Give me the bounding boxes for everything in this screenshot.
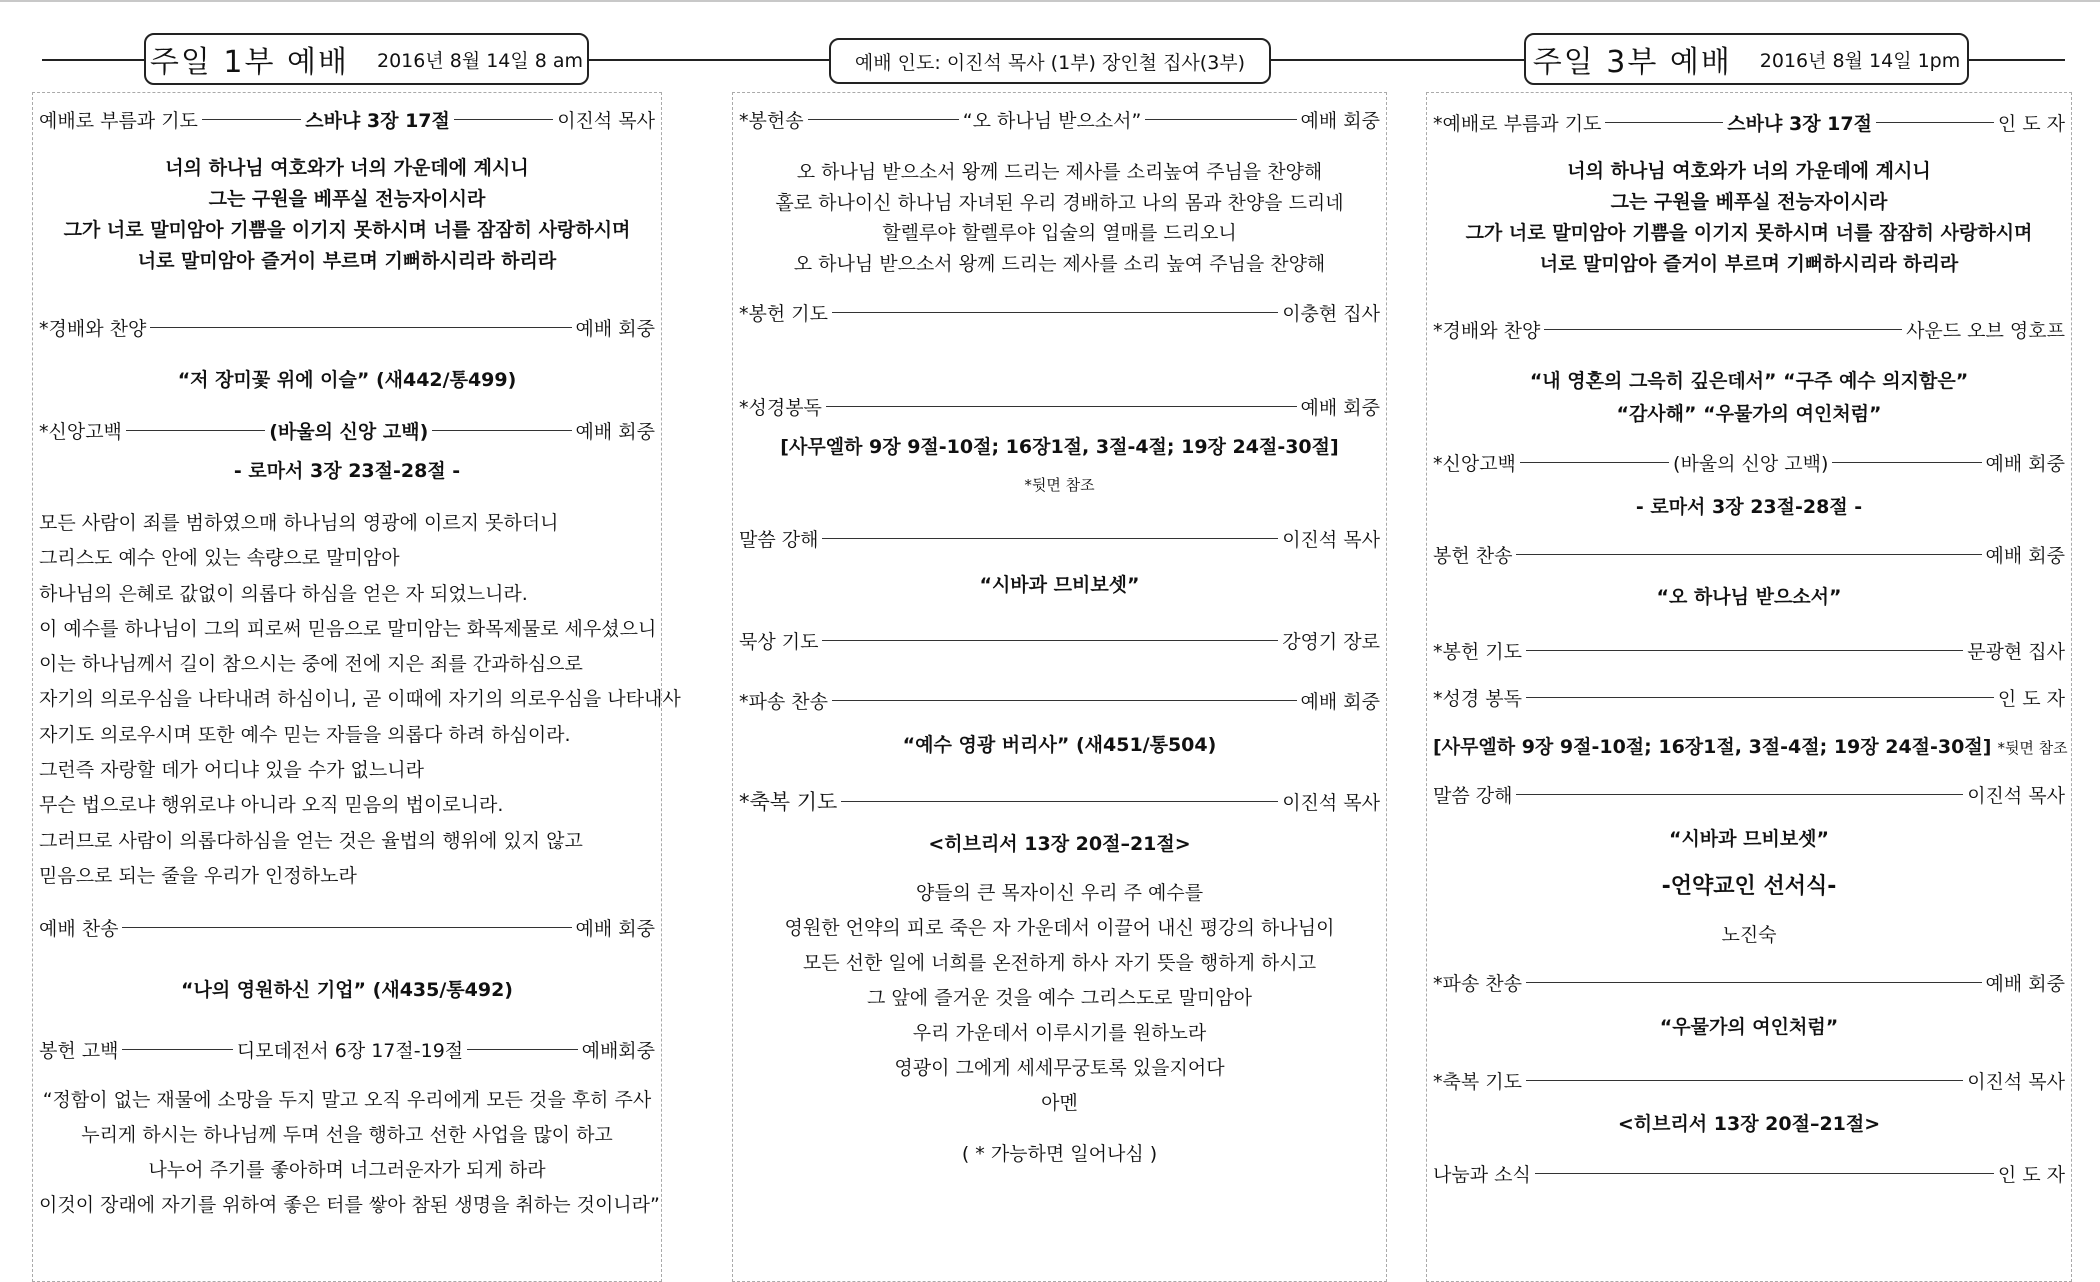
passage-line: 영원한 언약의 피로 죽은 자 가운데서 이끌어 내신 평강의 하나님이: [784, 917, 1335, 939]
worship-leaders-box: [829, 38, 1271, 84]
service-3-date: 2016년 8월 14일 1pm: [1759, 49, 1961, 72]
passage-line: 자기의 의로우심을 나타내려 하심이니, 곧 이때에 자기의 의로우심을 나타내사: [39, 688, 681, 711]
order-label: 말씀 강해: [739, 529, 819, 551]
order-label: *신앙고백: [1433, 453, 1516, 475]
leader-name: 예배 회중: [1985, 453, 2065, 475]
leader-rule: [1516, 794, 1963, 795]
order-label: *봉헌 기도: [739, 303, 828, 325]
creed-title: (바울의 신앙 고백): [269, 421, 429, 443]
passage-line: 이는 하나님께서 길이 참으시는 중에 전에 지은 죄를 간과하심으로: [39, 653, 583, 676]
header-rule-mid-right: [1271, 59, 1524, 61]
lyric-line: 오 하나님 받으소서 왕께 드리는 제사를 소리높여 주님을 찬양해: [796, 161, 1323, 183]
leader-name: 이충현 집사: [1282, 303, 1380, 325]
leader-name: 인 도 자: [1997, 688, 2065, 710]
covenant-ceremony-title: -언약교인 선서식-: [1661, 874, 1837, 899]
passage-line: 이 예수를 하나님이 그의 피로써 믿음으로 말미암는 화목제물로 세우셨으니: [39, 617, 657, 640]
leader-name: 이진석 목사: [1282, 529, 1380, 551]
passage-line: 하나님의 은혜로 값없이 의롭다 하심을 얻은 자 되었느니라.: [39, 582, 528, 605]
covenant-member-name: 노진숙: [1721, 924, 1777, 946]
leader-rule: [454, 119, 553, 120]
passage-line: 모든 선한 일에 너희를 온전하게 하사 자기 뜻을 행하게 하시고: [802, 952, 1317, 974]
call-to-worship-line: [39, 106, 655, 133]
order-label: *신앙고백: [39, 421, 122, 443]
leader-rule: [1876, 122, 1994, 123]
passage-line: 모든 사람이 죄를 범하였으매 하나님의 영광에 이르지 못하더니: [39, 512, 559, 534]
leader-name: 인 도 자: [1997, 113, 2065, 135]
leader-name: 예배 회중: [1985, 973, 2065, 995]
reading-ref-line: [1433, 732, 2068, 759]
leader-rule: [122, 1049, 232, 1050]
offering-prayer-line: [739, 299, 1380, 326]
leader-rule: [1535, 1173, 1994, 1174]
leader-rule: [808, 119, 959, 120]
service-3-title-box: [1524, 33, 1969, 85]
order-label: *봉헌송: [739, 110, 804, 132]
passage-line: 나누어 주기를 좋아하며 너그러운자가 되게 하라: [148, 1159, 546, 1182]
passage-line: 그러므로 사람이 의롭다하심을 얻는 것은 율법의 행위에 있지 않고: [39, 829, 583, 852]
stand-note: ( * 가능하면 일어나심 ): [961, 1143, 1158, 1165]
order-label: 묵상 기도: [739, 631, 819, 653]
praise-line: [39, 314, 655, 341]
order-column: [732, 92, 1387, 1282]
verse-line: 그가 너로 말미암아 기쁨을 이기지 못하시며 너를 잠잠히 사랑하시며: [63, 219, 631, 241]
call-verse: [39, 153, 655, 277]
praise-line: [1433, 316, 2065, 343]
leader-rule: [1605, 122, 1723, 123]
service-3-title: 주일 3부 예배: [1532, 45, 1732, 80]
call-verse: [1433, 156, 2065, 280]
passage-line: 이것이 장래에 자기를 위하여 좋은 터를 쌓아 참된 생명을 취하는 것이니라”: [39, 1194, 660, 1217]
order-label: *경배와 찬양: [39, 318, 147, 340]
leader-rule: [202, 119, 301, 120]
service-1-title-box: [144, 33, 589, 85]
benediction-line: [739, 786, 1380, 816]
announcements-line: [1433, 1160, 2065, 1187]
scripture-reading-line: [1433, 684, 2065, 711]
offertory-lyrics: [739, 157, 1380, 279]
order-label: 말씀 강해: [1433, 785, 1513, 807]
leader-name: 이진석 목사: [1967, 1071, 2065, 1093]
scripture-ref: 디모데전서 6장 17절-19절: [236, 1040, 464, 1063]
leader-name: 예배 회중: [1300, 110, 1381, 132]
order-label: 예배로 부름과 기도: [39, 110, 198, 132]
offering-confession-line: [39, 1036, 655, 1063]
benediction-ref: <히브리서 13장 20절–21절>: [1617, 1113, 1881, 1135]
reading-note: *뒷면 참조: [1024, 476, 1095, 494]
leader-rule: [1520, 462, 1669, 463]
leader-name: 문광현 집사: [1967, 641, 2065, 663]
call-to-worship-line: [1433, 109, 2065, 136]
leader-name: 강영기 장로: [1282, 631, 1380, 653]
verse-line: 그는 구원을 베푸실 전능자이시라: [1610, 191, 1888, 213]
passage-line: 믿음으로 되는 줄을 우리가 인정하노라: [39, 864, 357, 887]
passage-line: 아멘: [1041, 1092, 1078, 1114]
order-label: *봉헌 기도: [1433, 641, 1522, 663]
leader-name: 예배 회중: [575, 318, 655, 340]
order-label: *예배로 부름과 기도: [1433, 113, 1602, 135]
praise-song: “저 장미꽃 위에 이슬” (새442/통499): [177, 369, 517, 391]
benediction-line: [1433, 1067, 2065, 1094]
passage-line: “정함이 없는 재물에 소망을 두지 말고 오직 우리에게 모든 것을 후히 주사: [42, 1089, 652, 1112]
order-label: *경배와 찬양: [1433, 320, 1541, 342]
leader-rule: [1526, 650, 1963, 651]
praise-songs: “감사해” “우물가의 여인처럼”: [1616, 403, 1882, 425]
offertory-line: [1433, 541, 2065, 568]
service-3-column: [1426, 92, 2072, 1282]
passage-line: 자기도 의로우시며 또한 예수 믿는 자들을 의롭다 하려 하심이라.: [39, 723, 571, 746]
passage-line: 영광이 그에게 세세무궁토록 있을지어다: [894, 1057, 1225, 1079]
sending-song: “우물가의 여인처럼”: [1659, 1016, 1839, 1038]
leader-rule: [822, 640, 1278, 641]
leader-name: 예배 회중: [575, 918, 655, 941]
reading-ref: [사무엘하 9장 9절-10절; 16장1절, 3절-4절; 19장 24절-30절]: [780, 436, 1339, 458]
sending-hymn-line: [739, 687, 1380, 714]
romans-passage: [39, 506, 681, 894]
scripture-ref: 스바냐 3장 17절: [1727, 113, 1872, 135]
header-rule-right: [1969, 59, 2065, 61]
reading-ref: [사무엘하 9장 9절-10절; 16장1절, 3절-4절; 19장 24절-30절]: [1433, 736, 1992, 758]
leader-name: 이진석 목사: [557, 110, 655, 132]
leader-rule: [826, 406, 1297, 407]
leader-rule: [1526, 982, 1982, 983]
leader-rule: [832, 700, 1297, 701]
scripture-reading-line: [739, 393, 1380, 420]
passage-line: 누리게 하시는 하나님께 두며 선을 행하고 선한 사업을 많이 하고: [81, 1124, 613, 1147]
lyric-line: 오 하나님 받으소서 왕께 드리는 제사를 소리 높여 주님을 찬양해: [793, 252, 1326, 275]
passage-line: 양들의 큰 목자이신 우리 주 예수를: [915, 882, 1204, 904]
order-label: *축복 기도: [739, 790, 838, 814]
creed-ref: - 로마서 3장 23절-28절 -: [1635, 496, 1863, 518]
order-label: 봉헌 고백: [39, 1040, 119, 1063]
passage-line: 그리스도 예수 안에 있는 속량으로 말미암아: [39, 547, 400, 570]
leader-rule: [467, 1049, 577, 1050]
leader-name: 예배 회중: [1300, 691, 1380, 713]
leader-name: 이진석 목사: [1967, 785, 2065, 807]
leader-name: 예배 회중: [1985, 545, 2065, 567]
sending-hymn-line: [1433, 969, 2065, 996]
leader-rule: [432, 430, 571, 431]
hymn-song: “나의 영원하신 기업” (새435/통492): [181, 979, 513, 1002]
order-label: 나눔과 소식: [1433, 1164, 1531, 1186]
timothy-passage: [39, 1083, 660, 1223]
reading-note: *뒷면 참조: [1997, 739, 2068, 757]
header-rule-left: [42, 59, 144, 61]
order-label: 봉헌 찬송: [1433, 545, 1513, 567]
top-border: [0, 0, 2100, 2]
scripture-ref: 스바냐 3장 17절: [305, 110, 450, 132]
leader-name: 이진석 목사: [1282, 791, 1380, 814]
sending-song: “예수 영광 버리사” (새451/통504): [902, 734, 1217, 756]
service-1-column: [32, 92, 681, 1282]
order-label: *파송 찬송: [1433, 973, 1522, 995]
passage-line: 그 앞에 즐거운 것을 예수 그리스도로 말미암아: [867, 987, 1252, 1009]
leader-name: 예배회중: [581, 1040, 656, 1063]
worship-leaders: 예배 인도: 이진석 목사 (1부) 장인철 집사(3부): [854, 51, 1246, 74]
benediction-passage: [739, 876, 1380, 1121]
praise-songs: “내 영혼의 그윽히 깊은데서” “구주 예수 의지함은”: [1529, 370, 1969, 392]
order-label: *성경봉독: [739, 397, 822, 419]
verse-line: 너로 말미암아 즐거이 부르며 기뻐하시리라 하리라: [1539, 253, 1959, 275]
verse-line: 너의 하나님 여호와가 너의 가운데에 계시니: [165, 157, 529, 179]
leader-rule: [1544, 329, 1902, 330]
passage-line: 무슨 법으로냐 행위로냐 아니라 오직 믿음의 법이로니라.: [39, 794, 504, 817]
sermon-line: [739, 525, 1380, 552]
order-label: 예배 찬송: [39, 918, 119, 941]
verse-line: 그는 구원을 베푸실 전능자이시라: [208, 188, 486, 210]
song-title: “오 하나님 받으소서”: [962, 110, 1142, 132]
verse-line: 그가 너로 말미암아 기쁨을 이기지 못하시며 너를 잠잠히 사랑하시며: [1465, 222, 2033, 244]
creed-ref: - 로마서 3장 23절-28절 -: [233, 460, 461, 482]
offering-prayer-line: [1433, 637, 2065, 664]
lyric-line: 할렐루야 할렐루야 입술의 열매를 드리오니: [882, 222, 1237, 244]
leader-rule: [126, 430, 265, 431]
sermon-title: “시바과 므비보셋”: [979, 574, 1140, 596]
leader-rule: [150, 327, 571, 328]
leader-name: 인 도 자: [1997, 1164, 2065, 1186]
order-label: *성경 봉독: [1433, 688, 1522, 710]
passage-line: 그런즉 자랑할 데가 어디냐 있을 수가 없느니라: [39, 759, 424, 782]
leader-rule: [1526, 1080, 1963, 1081]
offertory-song: “오 하나님 받으소서”: [1656, 586, 1842, 608]
leader-rule: [822, 538, 1278, 539]
service-1-date: 2016년 8월 14일 8 am: [376, 49, 584, 72]
leader-rule: [1516, 554, 1981, 555]
order-label: *축복 기도: [1433, 1071, 1522, 1093]
verse-line: 너의 하나님 여호와가 너의 가운데에 계시니: [1567, 160, 1931, 182]
leader-rule: [841, 801, 1278, 802]
leader-rule: [832, 312, 1278, 313]
sermon-line: [1433, 781, 2065, 808]
leader-rule: [122, 927, 571, 928]
creed-line: [39, 417, 655, 444]
creed-line: [1433, 449, 2065, 476]
offertory-line: [739, 106, 1380, 133]
passage-line: 우리 가운데서 이루시기를 원하노라: [912, 1022, 1207, 1044]
leader-name: 예배 회중: [575, 421, 655, 443]
verse-line: 너로 말미암아 즐거이 부르며 기뻐하시리라 하리라: [137, 250, 557, 272]
lyric-line: 홀로 하나이신 하나님 자녀된 우리 경배하고 나의 몸과 찬양을 드리네: [775, 191, 1344, 214]
leader-name: 사운드 오브 영호프: [1906, 320, 2065, 342]
hymn-line: [39, 914, 655, 941]
leader-rule: [1832, 462, 1981, 463]
leader-rule: [1526, 697, 1994, 698]
order-label: *파송 찬송: [739, 691, 828, 713]
creed-title: (바울의 신앙 고백): [1673, 453, 1829, 475]
service-1-title: 주일 1부 예배: [149, 45, 349, 80]
benediction-ref: <히브리서 13장 20절–21절>: [928, 833, 1191, 855]
leader-rule: [1145, 119, 1296, 120]
silent-prayer-line: [739, 627, 1380, 654]
header-rule-mid-left: [589, 59, 829, 61]
sermon-title: “시바과 므비보셋”: [1668, 828, 1830, 850]
leader-name: 예배 회중: [1300, 397, 1380, 419]
